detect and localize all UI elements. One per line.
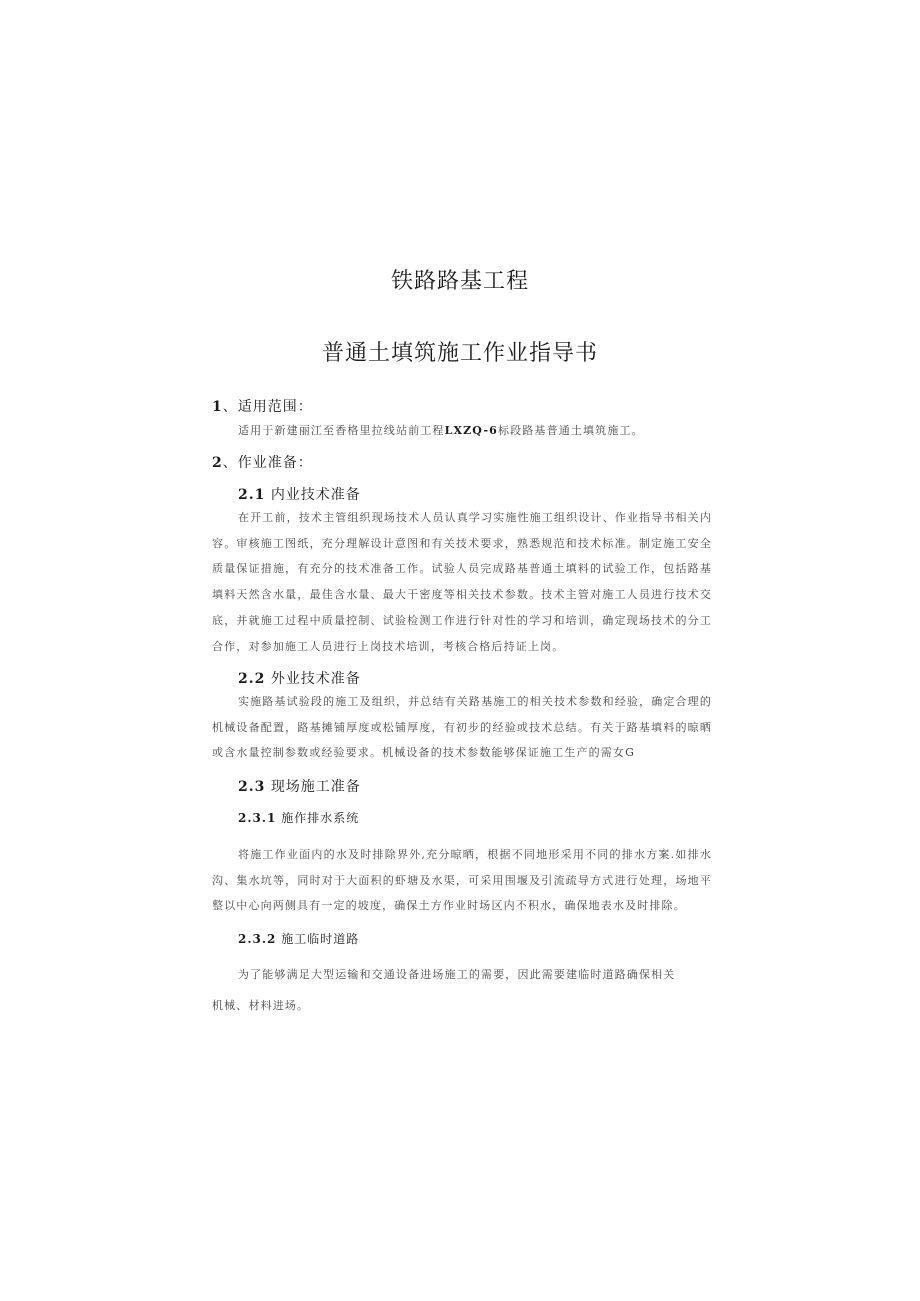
section-2-2-number: 2.2 (238, 671, 266, 687)
section-2-3-2-label: 施工临时道路 (281, 932, 360, 946)
document-title: 铁路路基工程 (390, 269, 529, 294)
section-2-1-label: 内业技术准备 (270, 487, 361, 503)
section-2-3-2-line-2: 机械、材料进场。 (212, 999, 310, 1012)
section-2-3-1-body: 将施工作业面内的水及时排除界外,充分晾晒，根据不同地形采用不同的排水方案.如排水沟、集水坑等，同时对于大面积的虾塘及水渠，可采用围堰及引流疏导方式进行处理，场地平整以中心向两侧具有一定的坡度，确保土方作业时场区内不积水，确保地表水及时排除。 (212, 848, 712, 913)
section-2-2-label: 外业技术准备 (270, 671, 361, 687)
section-2-3-2-number: 2.3.2 (238, 932, 277, 946)
section-2-2-body: 实施路基试验段的施工及组织，并总结有关路基施工的相关技术参数和经验，确定合理的机械设备配置，路基摊铺厚度或松铺厚度，有初步的经验或技术总结。有关于路基填料的晾晒或含水量控制参数或经验要求。机械设备的技术参数能够保证施工生产的需女G (212, 695, 712, 760)
section-2-1-body: 在开工前，技术主管组织现场技术人员认真学习实施性施工组织设计、作业指导书相关内容。审核施工图纸，充分理解设计意图和有关技术要求，熟悉规范和技术标准。制定施工安全质量保证措施，有充分的技术准备工作。试验人员完成路基普通土填料的试验工作，包括路基填料天然含水量，最佳含水量、最大干密度等相关技术参数。技术主管对施工人员进行技术交底，并就施工过程中质量控制、试验检测工作进行针对性的学习和培训，确定现场技术的分工合作，对参加施工人员进行上岗技术培训，考核合格后持证上岗。 (212, 511, 712, 653)
section-1-body (238, 422, 644, 438)
section-2-number: 2 (212, 455, 223, 471)
section-1-label: 、适用范围： (222, 399, 313, 415)
section-2-3-2-heading (238, 930, 359, 947)
section-2-3-1-number: 2.3.1 (238, 811, 277, 825)
section-1-number: 1 (212, 399, 223, 415)
section-2-3-1-label: 施作排水系统 (281, 811, 360, 825)
section-2-3-number: 2.3 (238, 779, 266, 795)
section-2-3-2-line-1: 为了能够满足大型运输和交通设备进场施工的需要，因此需要建临时道路确保相关 (238, 968, 676, 981)
section-2-heading (212, 452, 313, 472)
section-1-heading (212, 396, 313, 416)
section-2-label: 、作业准备： (222, 455, 313, 471)
section-2-3-heading (238, 776, 361, 796)
section-1-body-b: 标段路基普通土填筑施工。 (497, 424, 644, 437)
section-2-2-heading (238, 668, 361, 688)
section-1-code: LXZQ-6 (444, 424, 498, 437)
section-2-1-heading (238, 484, 361, 504)
section-2-1-number: 2.1 (238, 487, 266, 503)
document-subtitle: 普通土填筑施工作业指导书 (321, 341, 598, 366)
section-2-3-1-heading (238, 809, 359, 826)
section-2-3-label: 现场施工准备 (270, 779, 361, 795)
section-1-body-a: 适用于新建丽江至香格里拉线站前工程 (238, 424, 445, 437)
